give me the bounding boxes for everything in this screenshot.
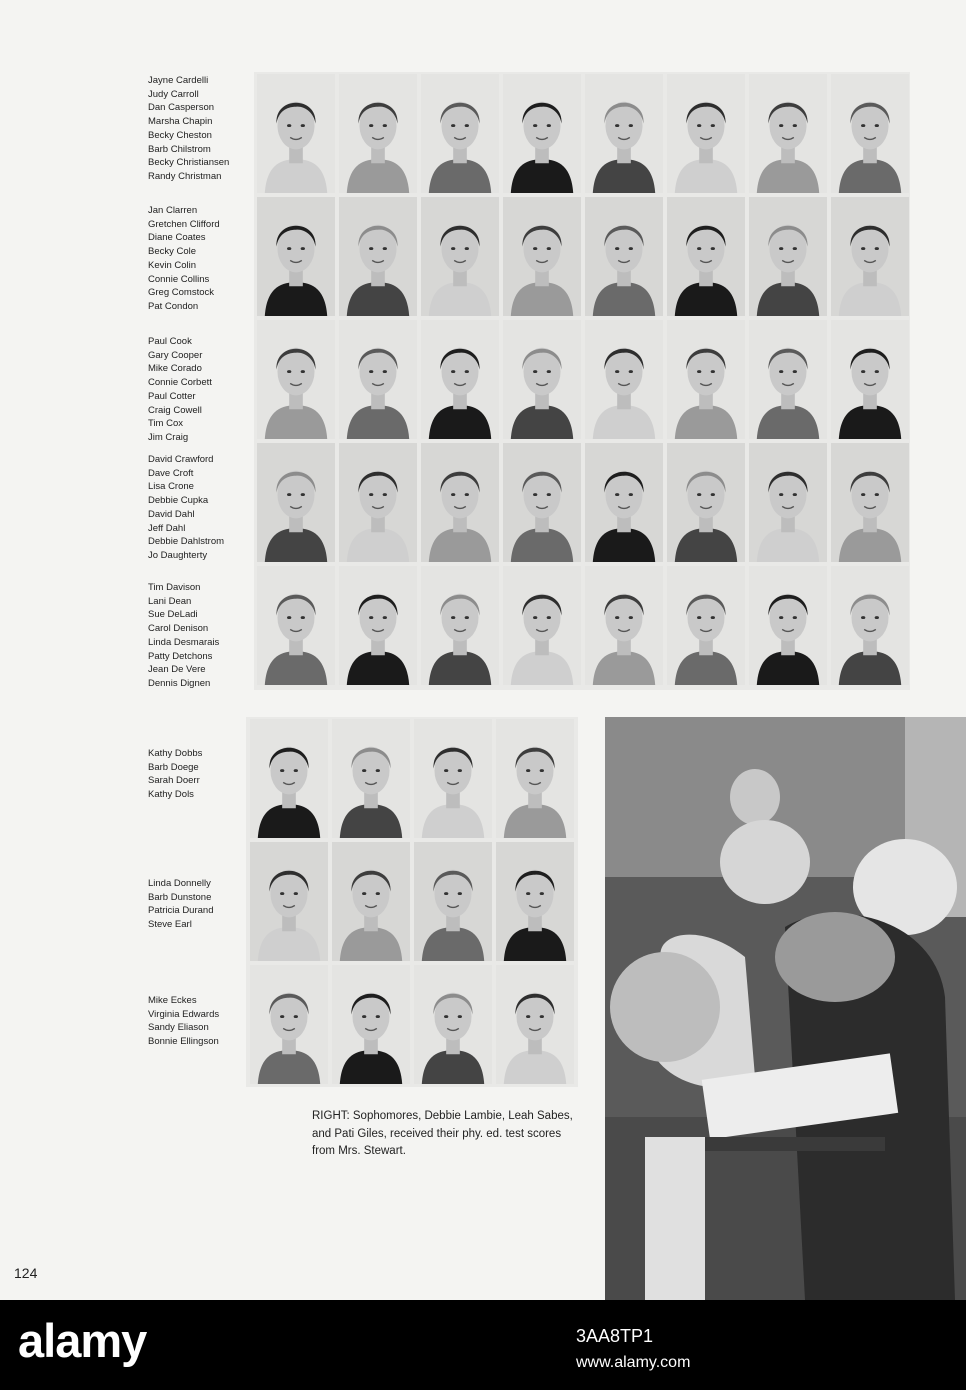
student-name: Mike Corado (148, 363, 202, 375)
student-name: Diane Coates (148, 232, 206, 244)
watermark-logo: alamy (18, 1314, 147, 1367)
student-portrait (831, 320, 909, 439)
student-portrait (831, 566, 909, 685)
student-name: David Crawford (148, 454, 214, 465)
student-name: Jo Daughterty (148, 549, 208, 561)
student-name: Gretchen Clifford (148, 218, 220, 230)
student-portrait (332, 965, 410, 1084)
names-row-5 (148, 581, 219, 691)
student-name: Linda Desmarais (148, 636, 220, 648)
student-name: Greg Comstock (148, 287, 214, 299)
student-name: Marsha Chapin (148, 116, 213, 128)
student-name: Sue DeLadi (148, 609, 198, 621)
student-name: Debbie Cupka (148, 495, 209, 507)
student-portrait (749, 197, 827, 316)
student-name: Gary Cooper (148, 349, 203, 361)
student-portrait (667, 566, 745, 685)
student-name: Barb Chilstrom (148, 143, 211, 155)
student-portrait (250, 842, 328, 961)
student-name: Mike Eckes (148, 995, 197, 1006)
photo-caption: RIGHT: Sophomores, Debbie Lambie, Leah Sabes, and Pati Giles, received their phy. ed. test scores from Mrs. Stewart. (312, 1110, 573, 1157)
student-portrait (749, 320, 827, 439)
portrait-grid-bottom (246, 717, 578, 1087)
names-row-3 (148, 335, 212, 445)
student-portrait (585, 320, 663, 439)
student-name: Dan Casperson (148, 102, 215, 114)
student-name: Judy Carroll (148, 88, 199, 100)
student-portrait (339, 320, 417, 439)
student-portrait (585, 566, 663, 685)
student-portrait (250, 719, 328, 838)
candid-photo (605, 717, 966, 1300)
student-name: Paul Cook (148, 336, 192, 347)
student-portrait (250, 965, 328, 1084)
student-portrait (496, 842, 574, 961)
student-portrait (503, 443, 581, 562)
student-portrait (585, 74, 663, 193)
student-portrait (339, 566, 417, 685)
student-portrait (339, 443, 417, 562)
student-portrait (831, 443, 909, 562)
student-portrait (332, 719, 410, 838)
page-number: 124 (14, 1265, 38, 1281)
student-name: Dennis Dignen (148, 677, 211, 689)
student-portrait (831, 74, 909, 193)
student-name: Jean De Vere (148, 664, 206, 676)
watermark-url: www.alamy.com (576, 1354, 691, 1371)
student-portrait (421, 197, 499, 316)
student-portrait (667, 197, 745, 316)
student-name: Tim Cox (148, 418, 184, 430)
names-row-8 (148, 994, 219, 1049)
student-name: Dave Croft (148, 467, 194, 479)
names-row-7 (148, 877, 213, 932)
student-portrait (496, 965, 574, 1084)
student-name: Debbie Dahlstrom (148, 536, 225, 548)
student-name: Linda Donnelly (148, 878, 211, 889)
student-portrait (414, 965, 492, 1084)
student-name: Bonnie Ellingson (148, 1036, 219, 1048)
student-portrait (421, 320, 499, 439)
student-name: Jim Craig (148, 431, 189, 443)
student-portrait (257, 197, 335, 316)
student-portrait (496, 719, 574, 838)
student-name: Steve Earl (148, 919, 192, 931)
student-portrait (339, 74, 417, 193)
student-name: Randy Christman (148, 170, 222, 182)
student-portrait (749, 566, 827, 685)
student-name: Craig Cowell (148, 404, 202, 416)
student-portrait (414, 842, 492, 961)
student-name: Virginia Edwards (148, 1008, 220, 1020)
names-row-6 (148, 747, 202, 802)
student-portrait (503, 320, 581, 439)
student-name: Kathy Dols (148, 789, 194, 801)
student-portrait (339, 197, 417, 316)
student-portrait (503, 74, 581, 193)
student-name: Sandy Eliason (148, 1022, 209, 1034)
student-portrait (585, 197, 663, 316)
names-row-2 (148, 204, 220, 314)
student-name: Carol Denison (148, 623, 209, 635)
student-name: Pat Condon (148, 300, 199, 312)
student-portrait (749, 74, 827, 193)
student-name: Becky Cheston (148, 129, 212, 141)
student-name: Paul Cotter (148, 390, 196, 402)
portrait-grid-top (254, 72, 910, 690)
student-portrait (421, 74, 499, 193)
student-portrait (667, 443, 745, 562)
student-portrait (667, 74, 745, 193)
candid-photo-image (605, 717, 966, 1300)
student-name: Jeff Dahl (148, 522, 186, 534)
student-name: Barb Doege (148, 761, 199, 773)
student-name: Patricia Durand (148, 905, 214, 917)
student-portrait (421, 443, 499, 562)
student-portrait (257, 566, 335, 685)
names-row-4 (148, 453, 224, 563)
student-portrait (503, 197, 581, 316)
student-name: Barb Dunstone (148, 891, 212, 903)
student-portrait (585, 443, 663, 562)
watermark-image-id: 3AA8TP1 (576, 1326, 654, 1346)
student-name: Kathy Dobbs (148, 748, 203, 759)
student-portrait (749, 443, 827, 562)
student-name: Jayne Cardelli (148, 75, 209, 86)
student-name: Jan Clarren (148, 205, 198, 216)
student-name: Tim Davison (148, 582, 201, 593)
student-name: Patty Detchons (148, 650, 213, 662)
student-portrait (257, 74, 335, 193)
names-row-1 (148, 74, 229, 184)
student-portrait (831, 197, 909, 316)
student-name: Sarah Doerr (148, 775, 200, 787)
student-name: David Dahl (148, 508, 195, 520)
student-name: Becky Christiansen (148, 157, 230, 169)
student-name: Lisa Crone (148, 481, 194, 493)
student-name: Kevin Colin (148, 259, 197, 271)
student-portrait (667, 320, 745, 439)
student-portrait (503, 566, 581, 685)
student-name: Connie Collins (148, 273, 210, 285)
student-portrait (414, 719, 492, 838)
student-name: Becky Cole (148, 246, 197, 258)
student-portrait (332, 842, 410, 961)
student-name: Lani Dean (148, 595, 192, 607)
student-portrait (257, 320, 335, 439)
student-name: Connie Corbett (148, 377, 212, 389)
student-portrait (257, 443, 335, 562)
student-portrait (421, 566, 499, 685)
